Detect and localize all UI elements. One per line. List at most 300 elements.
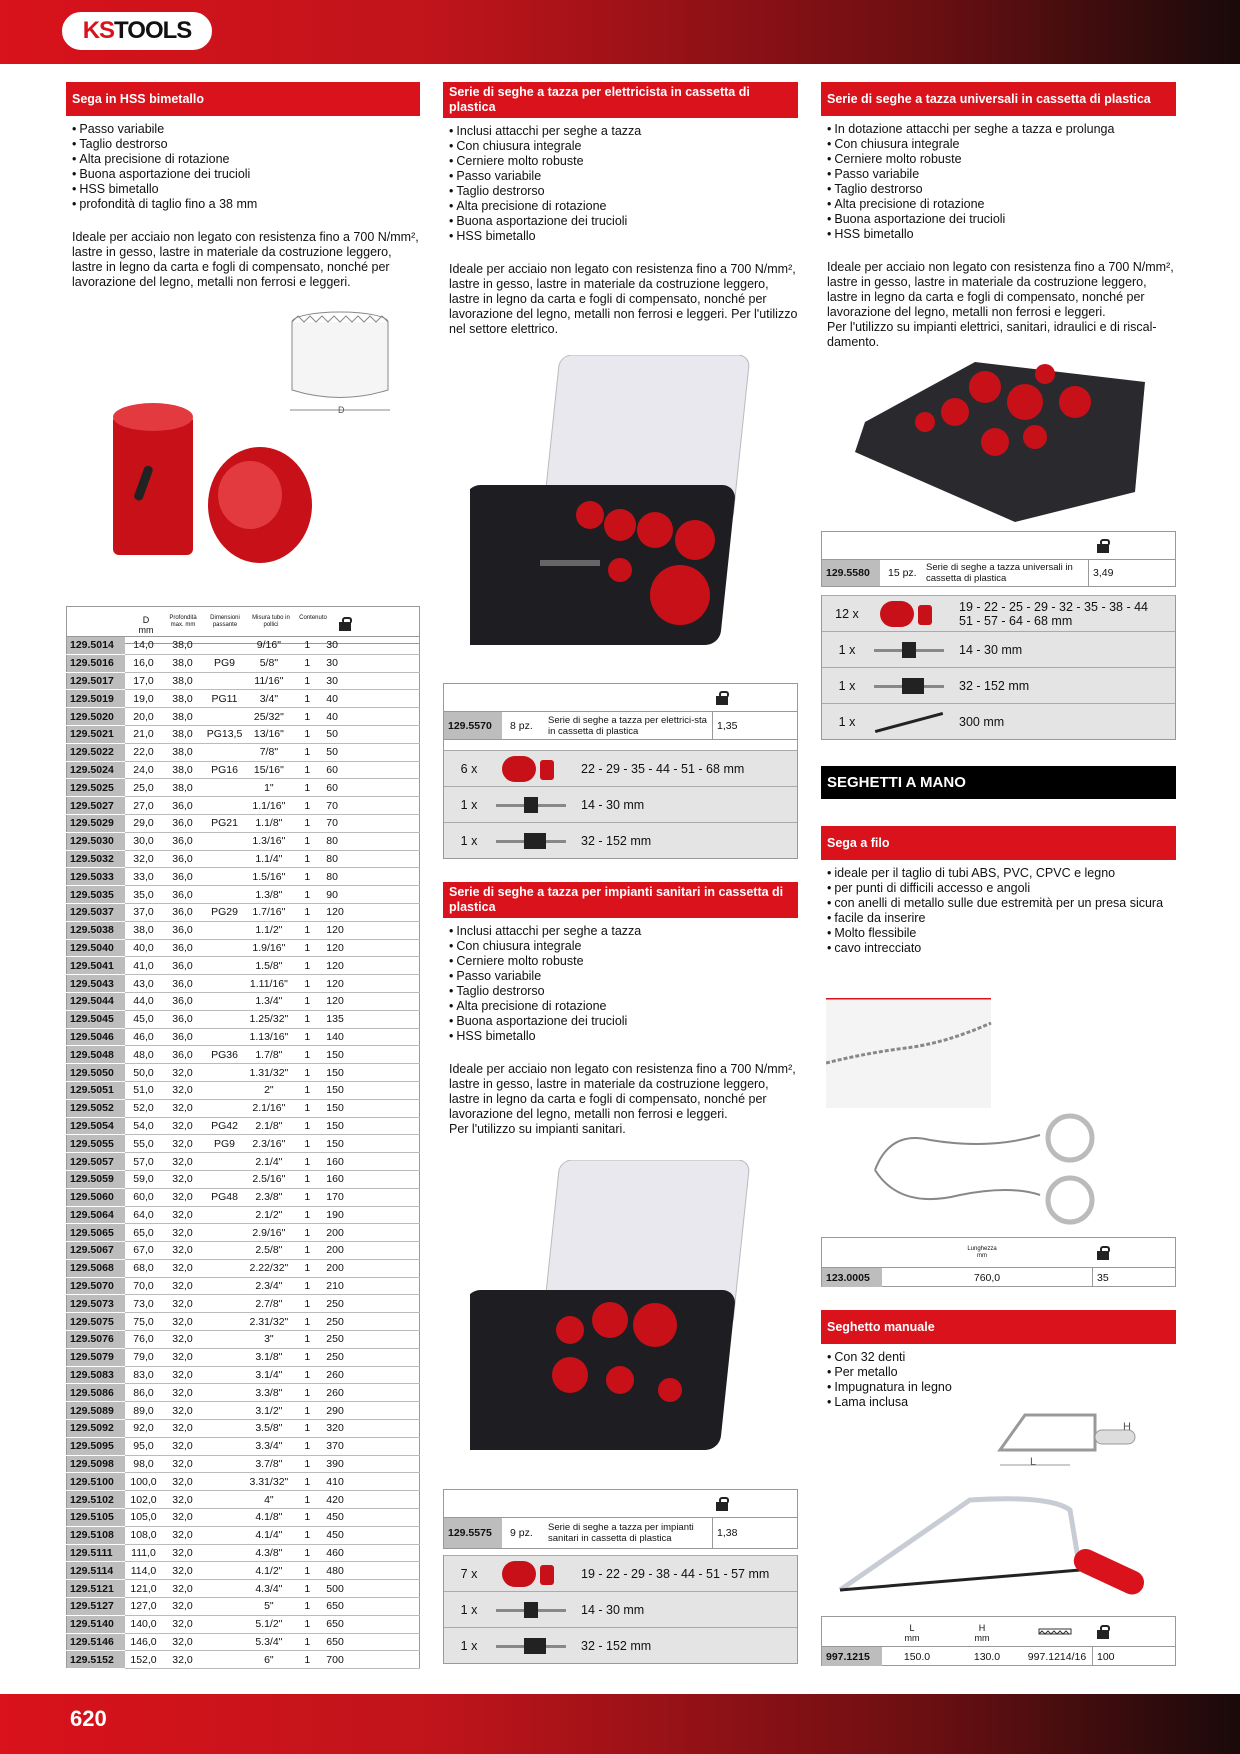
- article-number: 129.5146: [67, 1633, 125, 1651]
- article-number: 129.5092: [67, 1420, 125, 1438]
- table-row: [67, 1544, 420, 1562]
- feature-item: • Passo variabile: [449, 969, 798, 984]
- depth: 32,0: [163, 1633, 203, 1651]
- passage: [203, 1526, 247, 1544]
- feature-item: • Cerniere molto robuste: [449, 954, 798, 969]
- content: 1: [291, 797, 323, 815]
- tube-size: 2.1/8": [247, 1117, 292, 1135]
- content: 1: [291, 1651, 323, 1669]
- component-icon: [494, 792, 569, 818]
- depth: 32,0: [163, 1259, 203, 1277]
- passage: [203, 1295, 247, 1313]
- content: 1: [291, 761, 323, 779]
- content: 1: [291, 886, 323, 904]
- depth: 32,0: [163, 1064, 203, 1082]
- feature-item: • HSS bimetallo: [72, 182, 420, 197]
- depth: 38,0: [163, 708, 203, 726]
- diameter: 24,0: [125, 761, 163, 779]
- article-number: 129.5040: [67, 939, 125, 957]
- product-table: [66, 636, 420, 1669]
- diameter: 98,0: [125, 1455, 163, 1473]
- article-number: 129.5045: [67, 1010, 125, 1028]
- article-number: 129.5032: [67, 850, 125, 868]
- weight: 80: [323, 832, 353, 850]
- passage: [203, 797, 247, 815]
- weight: 120: [323, 957, 353, 975]
- table-row: [67, 903, 420, 921]
- depth: 32,0: [163, 1544, 203, 1562]
- tube-size: 4.1/8": [247, 1509, 292, 1527]
- article-number: 129.5041: [67, 957, 125, 975]
- table-row: [67, 1580, 420, 1598]
- content: 1: [291, 1206, 323, 1224]
- depth: 32,0: [163, 1117, 203, 1135]
- weight: 250: [323, 1348, 353, 1366]
- feature-item: • In dotazione attacchi per seghe a tazza e prolunga: [827, 122, 1176, 137]
- weight: 170: [323, 1188, 353, 1206]
- diameter: 121,0: [125, 1580, 163, 1598]
- article-number: 129.5043: [67, 975, 125, 993]
- weight: 210: [323, 1277, 353, 1295]
- section-title: Sega a filo: [821, 826, 1176, 860]
- table-row: [67, 921, 420, 939]
- weight: 120: [323, 921, 353, 939]
- passage: [203, 1651, 247, 1669]
- diameter: 89,0: [125, 1402, 163, 1420]
- article-number: 129.5046: [67, 1028, 125, 1046]
- table-row: [67, 939, 420, 957]
- quantity: 12 x: [835, 606, 859, 621]
- content: 1: [291, 1224, 323, 1242]
- tube-size: 7/8": [247, 743, 292, 761]
- diameter: 114,0: [125, 1562, 163, 1580]
- height: 130.0: [973, 1650, 1001, 1663]
- passage: [203, 975, 247, 993]
- product-name: Serie di seghe a tazza universali in cassetta di plastica: [926, 562, 1073, 584]
- components: [443, 750, 798, 859]
- content: 1: [291, 1402, 323, 1420]
- weight: 260: [323, 1384, 353, 1402]
- hacksaw-drawing: [995, 1410, 1155, 1480]
- table-row: [67, 1509, 420, 1527]
- quantity: 1 x: [460, 833, 478, 848]
- content: 1: [291, 1348, 323, 1366]
- feature-item: • HSS bimetallo: [449, 1029, 798, 1044]
- diameter: 70,0: [125, 1277, 163, 1295]
- weight: 160: [323, 1170, 353, 1188]
- article-number: 129.5029: [67, 814, 125, 832]
- diameter: 86,0: [125, 1384, 163, 1402]
- depth: 32,0: [163, 1313, 203, 1331]
- component-row: [444, 750, 797, 786]
- article-number: 129.5020: [67, 708, 125, 726]
- diameter: 37,0: [125, 903, 163, 921]
- diameter: 33,0: [125, 868, 163, 886]
- feature-item: • Cerniere molto robuste: [827, 152, 1176, 167]
- diameter: 108,0: [125, 1526, 163, 1544]
- article-number: 129.5079: [67, 1348, 125, 1366]
- diameter: 59,0: [125, 1170, 163, 1188]
- component-row: [444, 822, 797, 858]
- component-icon: [872, 673, 947, 699]
- article-number: 129.5051: [67, 1081, 125, 1099]
- depth: 32,0: [163, 1473, 203, 1491]
- tube-size: 5.3/4": [247, 1633, 292, 1651]
- component-size: [581, 798, 644, 812]
- weight: 70: [323, 814, 353, 832]
- product-row: [444, 712, 797, 740]
- weight: 35: [1092, 1268, 1132, 1287]
- weight: 80: [323, 868, 353, 886]
- table-row: [67, 1028, 420, 1046]
- component-icon: [494, 756, 569, 782]
- feature-list: [443, 124, 798, 244]
- feature-item: • Alta precisione di rotazione: [449, 199, 798, 214]
- table-row: [67, 1633, 420, 1651]
- component-size: [581, 834, 651, 848]
- table-row: [67, 1099, 420, 1117]
- article-number: 129.5055: [67, 1135, 125, 1153]
- article-number: 129.5057: [67, 1153, 125, 1171]
- article-number: 129.5100: [67, 1473, 125, 1491]
- table-row: [67, 1437, 420, 1455]
- diameter: 68,0: [125, 1259, 163, 1277]
- table-row: [67, 1526, 420, 1544]
- diameter: 50,0: [125, 1064, 163, 1082]
- passage: [203, 957, 247, 975]
- passage: [203, 1509, 247, 1527]
- article-number: 129.5060: [67, 1188, 125, 1206]
- depth: 38,0: [163, 654, 203, 672]
- table-row: [67, 654, 420, 672]
- article-number: 129.5038: [67, 921, 125, 939]
- content: 1: [291, 1366, 323, 1384]
- diameter: 60,0: [125, 1188, 163, 1206]
- content: 1: [291, 957, 323, 975]
- table-row: [67, 1491, 420, 1509]
- content: 1: [291, 1331, 323, 1349]
- weight: 150: [323, 1081, 353, 1099]
- feature-item: • Buona asportazione dei trucioli: [449, 1014, 798, 1029]
- table-row: [67, 708, 420, 726]
- article-number: 129.5068: [67, 1259, 125, 1277]
- section-title: Serie di seghe a tazza universali in cassetta di plastica: [821, 82, 1176, 116]
- weight: 250: [323, 1331, 353, 1349]
- table-row: [67, 725, 420, 743]
- depth: 32,0: [163, 1170, 203, 1188]
- table-row: [67, 743, 420, 761]
- diameter: 152,0: [125, 1651, 163, 1669]
- weight: 410: [323, 1473, 353, 1491]
- content: 1: [291, 1188, 323, 1206]
- weight: 40: [323, 708, 353, 726]
- weight-icon: [339, 617, 351, 631]
- col-wire-saw: [821, 826, 1176, 956]
- article-number: 129.5030: [67, 832, 125, 850]
- diameter: 29,0: [125, 814, 163, 832]
- passage: PG13,5: [203, 725, 247, 743]
- diameter: 83,0: [125, 1366, 163, 1384]
- content: 1: [291, 1010, 323, 1028]
- component-size-line: 32 - 152 mm: [581, 833, 652, 848]
- tube-size: 3.3/8": [247, 1384, 292, 1402]
- depth: 32,0: [163, 1135, 203, 1153]
- component-icon: [872, 637, 947, 663]
- case-photo-universal: [845, 362, 1150, 522]
- depth: 36,0: [163, 814, 203, 832]
- article-number: 129.5105: [67, 1509, 125, 1527]
- table-row: [67, 1206, 420, 1224]
- content: 1: [291, 1117, 323, 1135]
- diameter: 111,0: [125, 1544, 163, 1562]
- diameter: 21,0: [125, 725, 163, 743]
- article-number: 129.5152: [67, 1651, 125, 1669]
- feature-item: • ideale per il taglio di tubi ABS, PVC, CPVC e legno: [827, 866, 1176, 881]
- diameter: 19,0: [125, 690, 163, 708]
- quantity: 1 x: [838, 642, 856, 657]
- content: 1: [291, 1028, 323, 1046]
- article-number: 129.5037: [67, 903, 125, 921]
- content: 1: [291, 1580, 323, 1598]
- passage: [203, 1099, 247, 1117]
- feature-list: [821, 866, 1176, 956]
- article-number: 129.5065: [67, 1224, 125, 1242]
- content: 1: [291, 708, 323, 726]
- depth: 32,0: [163, 1562, 203, 1580]
- component-icon: [494, 828, 569, 854]
- article-number: 129.5086: [67, 1384, 125, 1402]
- passage: [203, 1473, 247, 1491]
- weight: 450: [323, 1526, 353, 1544]
- feature-list: [443, 924, 798, 1044]
- tube-size: 2.5/16": [247, 1170, 292, 1188]
- wire-saw-photo: [870, 1110, 1120, 1235]
- passage: [203, 1242, 247, 1260]
- tube-size: 1.13/16": [247, 1028, 292, 1046]
- wire-closeup-photo: [826, 998, 996, 1110]
- passage: [203, 1313, 247, 1331]
- description: Ideale per acciaio non legato con resistenza fino a 700 N/mm², lastre in gesso, lastre in materiale da costruzione leggero, lastre in legno da carta e fogli di compensato, nonché per lavorazione del legno, metalli non ferrosi e leggeri.: [449, 1062, 796, 1121]
- content: 1: [291, 672, 323, 690]
- col-hss-saw: [66, 82, 420, 290]
- component-size-line: 32 - 152 mm: [959, 678, 1030, 693]
- component-row: [822, 667, 1175, 703]
- depth: 38,0: [163, 637, 203, 655]
- feature-item: • Inclusi attacchi per seghe a tazza: [449, 124, 798, 139]
- content: 1: [291, 1153, 323, 1171]
- table-row: [67, 1242, 420, 1260]
- table-row: [67, 1348, 420, 1366]
- article-number: 129.5083: [67, 1366, 125, 1384]
- weight: 190: [323, 1206, 353, 1224]
- article-number: 129.5570: [444, 712, 502, 739]
- weight: 40: [323, 690, 353, 708]
- article-number: 129.5089: [67, 1402, 125, 1420]
- depth: 38,0: [163, 743, 203, 761]
- passage: [203, 1437, 247, 1455]
- tube-size: 1.9/16": [247, 939, 292, 957]
- tube-size: 11/16": [247, 672, 292, 690]
- tube-size: 1": [247, 779, 292, 797]
- tube-size: 1.3/4": [247, 992, 292, 1010]
- diameter: 102,0: [125, 1491, 163, 1509]
- table-row: [67, 992, 420, 1010]
- blade-icon: [1038, 1626, 1072, 1636]
- quantity: 7 x: [460, 1566, 478, 1581]
- tube-size: 1.31/32": [247, 1064, 292, 1082]
- passage: PG42: [203, 1117, 247, 1135]
- passage: [203, 1615, 247, 1633]
- weight-icon: [716, 1497, 728, 1511]
- ks-tools-logo: KS TOOLS: [62, 12, 212, 50]
- passage: PG9: [203, 1135, 247, 1153]
- depth: 32,0: [163, 1224, 203, 1242]
- table-row: [67, 868, 420, 886]
- article-number: 129.5025: [67, 779, 125, 797]
- table-row: [67, 1064, 420, 1082]
- feature-item: • Con chiusura integrale: [449, 139, 798, 154]
- content: 1: [291, 921, 323, 939]
- table-row: [67, 761, 420, 779]
- diameter: 32,0: [125, 850, 163, 868]
- tube-size: 2.3/4": [247, 1277, 292, 1295]
- article-number: 129.5102: [67, 1491, 125, 1509]
- tube-size: 2.7/8": [247, 1295, 292, 1313]
- passage: [203, 1455, 247, 1473]
- tube-size: 1.1/16": [247, 797, 292, 815]
- diameter: 140,0: [125, 1615, 163, 1633]
- weight: 3,49: [1088, 560, 1128, 586]
- diameter: 16,0: [125, 654, 163, 672]
- weight: 650: [323, 1598, 353, 1616]
- diameter: 67,0: [125, 1242, 163, 1260]
- content: 1: [291, 1064, 323, 1082]
- depth: 36,0: [163, 975, 203, 993]
- depth: 32,0: [163, 1331, 203, 1349]
- passage: [203, 992, 247, 1010]
- component-size: [959, 715, 1004, 729]
- feature-item: • cavo intrecciato: [827, 941, 1176, 956]
- depth: 36,0: [163, 797, 203, 815]
- feature-item: • Buona asportazione dei trucioli: [72, 167, 420, 182]
- diameter: 25,0: [125, 779, 163, 797]
- depth: 36,0: [163, 832, 203, 850]
- article-number: 129.5019: [67, 690, 125, 708]
- hacksaw-photo: [830, 1490, 1170, 1605]
- depth: 32,0: [163, 1099, 203, 1117]
- passage: [203, 1562, 247, 1580]
- table-row: [67, 1562, 420, 1580]
- component-size: [959, 600, 1148, 628]
- feature-item: • Buona asportazione dei trucioli: [827, 212, 1176, 227]
- feature-item: • Taglio destrorso: [72, 137, 420, 152]
- article-number: 129.5050: [67, 1064, 125, 1082]
- depth: 32,0: [163, 1277, 203, 1295]
- diameter: 40,0: [125, 939, 163, 957]
- diameter: 146,0: [125, 1633, 163, 1651]
- col-dim: Dimensioni passante: [210, 615, 240, 628]
- length-label: Lunghezza mm: [967, 1246, 997, 1259]
- passage: [203, 921, 247, 939]
- tube-size: 5.1/2": [247, 1615, 292, 1633]
- tube-size: 4.3/8": [247, 1544, 292, 1562]
- passage: [203, 1420, 247, 1438]
- tube-size: 5": [247, 1598, 292, 1616]
- weight-icon: [1097, 1246, 1109, 1260]
- weight: 60: [323, 761, 353, 779]
- feature-item: • facile da inserire: [827, 911, 1176, 926]
- passage: [203, 1348, 247, 1366]
- content: 1: [291, 1544, 323, 1562]
- content: 1: [291, 779, 323, 797]
- depth: 32,0: [163, 1348, 203, 1366]
- depth: 32,0: [163, 1509, 203, 1527]
- passage: [203, 1277, 247, 1295]
- weight: 160: [323, 1153, 353, 1171]
- article-number: 129.5027: [67, 797, 125, 815]
- tube-size: 1.1/2": [247, 921, 292, 939]
- table-row: [67, 1224, 420, 1242]
- diameter: 100,0: [125, 1473, 163, 1491]
- weight: 120: [323, 992, 353, 1010]
- section-title: Serie di seghe a tazza per elettricista in cassetta di plastica: [443, 82, 798, 118]
- table-row: [67, 797, 420, 815]
- weight: 290: [323, 1402, 353, 1420]
- tube-size: 2.1/16": [247, 1099, 292, 1117]
- tube-size: 2.22/32": [247, 1259, 292, 1277]
- diameter: 75,0: [125, 1313, 163, 1331]
- weight: 320: [323, 1420, 353, 1438]
- feature-item: • Taglio destrorso: [827, 182, 1176, 197]
- component-row: [822, 703, 1175, 739]
- quantity: 1 x: [460, 797, 478, 812]
- component-size-line: 32 - 152 mm: [581, 1638, 652, 1653]
- col-h: H mm: [974, 1623, 990, 1643]
- article-number: 129.5024: [67, 761, 125, 779]
- diameter: 41,0: [125, 957, 163, 975]
- quantity: 6 x: [460, 761, 478, 776]
- passage: [203, 1580, 247, 1598]
- component-size: [581, 1639, 651, 1653]
- diameter: 73,0: [125, 1295, 163, 1313]
- quantity: 1 x: [838, 678, 856, 693]
- col-d: D mm: [138, 615, 154, 635]
- table-row: [67, 1598, 420, 1616]
- passage: [203, 1491, 247, 1509]
- table-row: [67, 1473, 420, 1491]
- component-row: [444, 1591, 797, 1627]
- depth: 38,0: [163, 779, 203, 797]
- dimension-label: D: [338, 405, 345, 415]
- article-number: 129.5048: [67, 1046, 125, 1064]
- diameter: 57,0: [125, 1153, 163, 1171]
- weight: 70: [323, 797, 353, 815]
- diameter: 54,0: [125, 1117, 163, 1135]
- section-title: Serie di seghe a tazza per impianti sanitari in cassetta di plastica: [443, 882, 798, 918]
- diameter: 17,0: [125, 672, 163, 690]
- component-row: [444, 1555, 797, 1591]
- passage: [203, 1402, 247, 1420]
- content: 1: [291, 1455, 323, 1473]
- tube-size: 2.5/8": [247, 1242, 292, 1260]
- content: 1: [291, 850, 323, 868]
- tube-size: 2": [247, 1081, 292, 1099]
- tube-size: 2.1/4": [247, 1153, 292, 1171]
- tube-size: 1.3/16": [247, 832, 292, 850]
- table-row: [67, 637, 420, 655]
- diameter: 48,0: [125, 1046, 163, 1064]
- diameter: 30,0: [125, 832, 163, 850]
